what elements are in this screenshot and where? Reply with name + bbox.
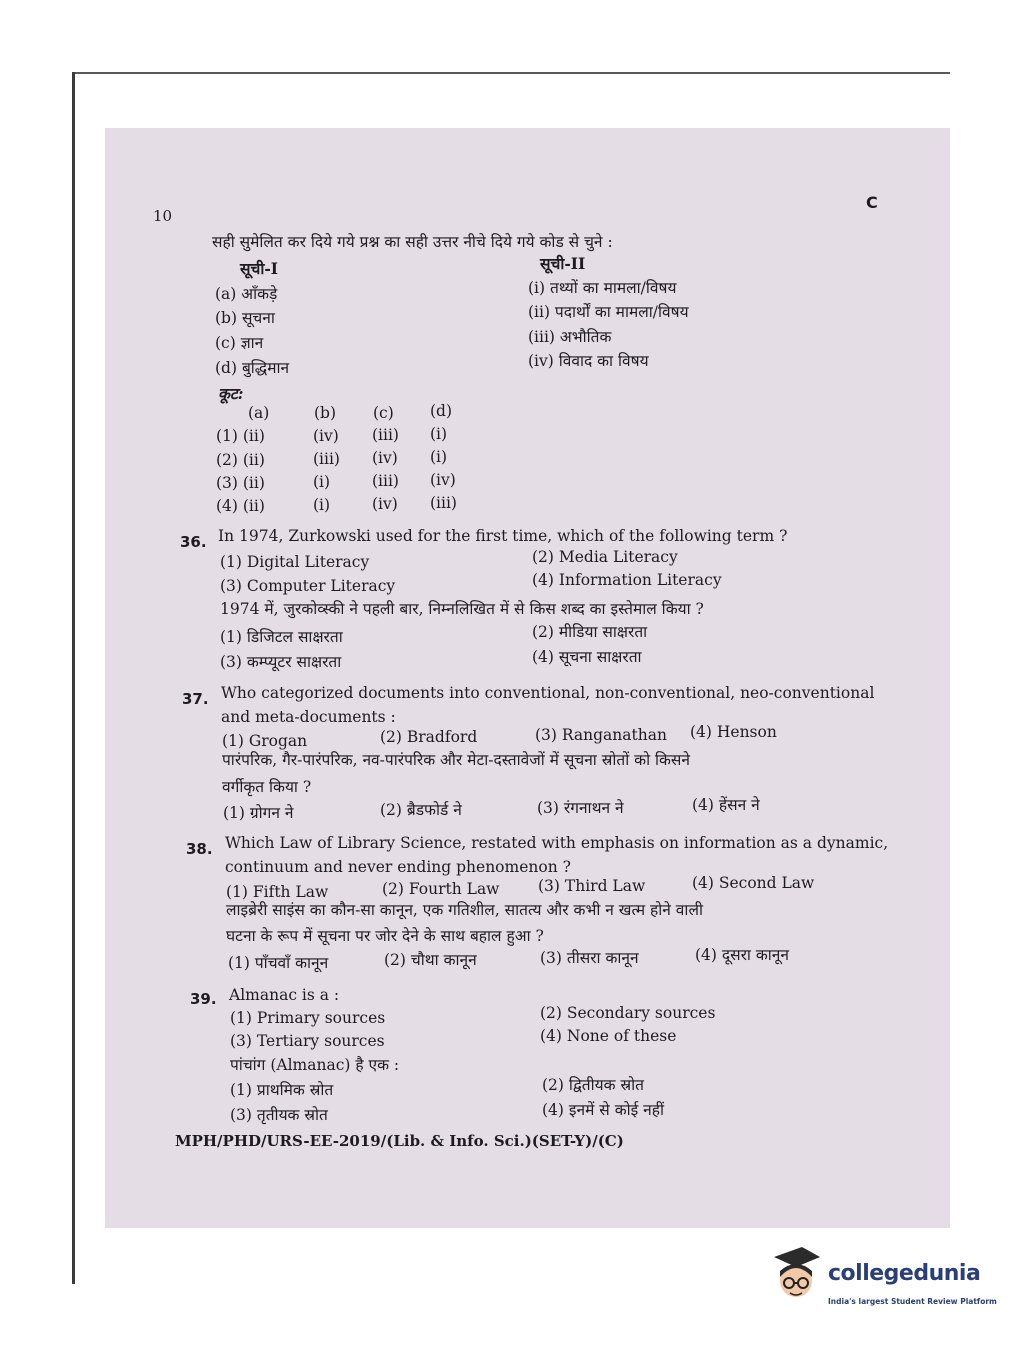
q35-code-cell: (iii) bbox=[372, 426, 399, 444]
q35-code-cell: (1) (ii) bbox=[216, 427, 265, 445]
page-number: 10 bbox=[153, 207, 173, 225]
q38-text-en: continuum and never ending phenomenon ? bbox=[225, 858, 571, 876]
q37-option-hi: (4) हेंसन ने bbox=[692, 796, 760, 814]
q39-option-en: (3) Tertiary sources bbox=[230, 1032, 385, 1050]
q39-option-hi: (4) इनमें से कोई नहीं bbox=[542, 1101, 665, 1119]
q39-option-en: (4) None of these bbox=[540, 1027, 677, 1045]
q37-option-hi: (2) ब्रैडफोर्ड ने bbox=[380, 801, 462, 819]
q38-option-hi: (3) तीसरा कानून bbox=[540, 949, 639, 967]
q37-text-en: and meta-documents : bbox=[221, 708, 396, 726]
q35-list1-item: (c) ज्ञान bbox=[215, 334, 264, 352]
q35-list2-header: सूची-II bbox=[540, 254, 586, 273]
q35-code-cell: (4) (ii) bbox=[216, 497, 265, 515]
q38-option-en: (2) Fourth Law bbox=[382, 880, 500, 898]
q37-option-en: (3) Ranganathan bbox=[535, 726, 667, 744]
q38-option-hi: (2) चौथा कानून bbox=[384, 951, 477, 969]
mascot-icon bbox=[768, 1245, 824, 1315]
q38-option-hi: (4) दूसरा कानून bbox=[695, 946, 789, 964]
q35-code-cell: (iv) bbox=[372, 449, 398, 467]
q35-code-header: (d) bbox=[430, 402, 453, 420]
q36-option-en: (4) Information Literacy bbox=[532, 571, 722, 589]
q35-list1-item: (a) आँकड़े bbox=[215, 285, 278, 303]
q35-list2-item: (iv) विवाद का विषय bbox=[528, 352, 649, 370]
brand-logo[interactable] bbox=[768, 1245, 998, 1315]
q37-text-hi: वर्गीकृत किया ? bbox=[222, 778, 312, 796]
q37-option-hi: (1) ग्रोगन ने bbox=[223, 804, 294, 822]
paper-code-footer: MPH/PHD/URS-EE-2019/(Lib. & Info. Sci.)(SET-Y)/(C) bbox=[175, 1132, 624, 1150]
q36-option-hi: (4) सूचना साक्षरता bbox=[532, 648, 642, 666]
q35-codes-label: कूट: bbox=[218, 384, 244, 403]
q35-code-cell: (iv) bbox=[313, 427, 339, 445]
q37-text-hi: पारंपरिक, गैर-पारंपरिक, नव-पारंपरिक और मेटा-दस्तावेजों में सूचना स्रोतों को किसने bbox=[222, 751, 691, 769]
q36-text-hi: 1974 में, जुरकोव्स्की ने पहली बार, निम्नलिखित में से किस शब्द का इस्तेमाल किया ? bbox=[220, 600, 704, 618]
q39-option-hi: (3) तृतीयक स्रोत bbox=[230, 1106, 328, 1124]
q37-text-en: Who categorized documents into conventional, non-conventional, neo-conventional bbox=[221, 684, 875, 702]
question-number: 37. bbox=[182, 690, 209, 708]
q39-option-en: (2) Secondary sources bbox=[540, 1004, 716, 1022]
brand-name: collegedunia bbox=[828, 1261, 981, 1286]
q35-code-header: (c) bbox=[373, 404, 394, 422]
q38-option-en: (3) Third Law bbox=[538, 877, 646, 895]
q37-option-en: (4) Henson bbox=[690, 723, 777, 741]
scan-edge-left bbox=[72, 72, 75, 1284]
q38-text-hi: लाइब्रेरी साइंस का कौन-सा कानून, एक गतिशील, सातत्य और कभी न खत्म होने वाली bbox=[226, 901, 703, 919]
q35-list2-item: (i) तथ्यों का मामला/विषय bbox=[528, 279, 677, 297]
scan-edge-top bbox=[75, 72, 950, 74]
q36-option-en: (2) Media Literacy bbox=[532, 548, 678, 566]
q35-list1-header: सूची-I bbox=[240, 259, 279, 278]
q37-option-en: (1) Grogan bbox=[222, 732, 308, 750]
q35-code-cell: (iii) bbox=[313, 450, 340, 468]
q35-code-cell: (i) bbox=[430, 425, 448, 443]
q39-option-hi: (2) द्वितीयक स्रोत bbox=[542, 1076, 644, 1094]
q38-text-en: Which Law of Library Science, restated with emphasis on information as a dynamic, bbox=[225, 834, 889, 852]
q36-option-hi: (1) डिजिटल साक्षरता bbox=[220, 628, 343, 646]
q38-option-en: (4) Second Law bbox=[692, 874, 815, 892]
question-number: 36. bbox=[180, 533, 207, 551]
q39-option-hi: (1) प्राथमिक स्रोत bbox=[230, 1081, 334, 1099]
q38-option-en: (1) Fifth Law bbox=[226, 883, 329, 901]
set-letter: C bbox=[866, 193, 878, 212]
brand-tagline: India's largest Student Review Platform bbox=[828, 1297, 997, 1306]
q39-text-hi: पांचांग (Almanac) है एक : bbox=[230, 1056, 400, 1074]
q35-code-cell: (i) bbox=[313, 496, 331, 514]
q35-code-cell: (iv) bbox=[372, 495, 398, 513]
question-number: 39. bbox=[190, 990, 217, 1008]
q35-code-header: (b) bbox=[314, 404, 337, 422]
q38-option-hi: (1) पाँचवाँ कानून bbox=[228, 954, 329, 972]
q35-list2-item: (iii) अभौतिक bbox=[528, 328, 612, 346]
q35-list1-item: (d) बुद्धिमान bbox=[215, 359, 290, 377]
q35-code-cell: (iii) bbox=[372, 472, 399, 490]
q39-text-en: Almanac is a : bbox=[229, 986, 340, 1004]
q35-code-cell: (iv) bbox=[430, 471, 456, 489]
q35-list1-item: (b) सूचना bbox=[215, 309, 275, 327]
q37-option-en: (2) Bradford bbox=[380, 728, 478, 746]
q36-option-hi: (2) मीडिया साक्षरता bbox=[532, 623, 648, 641]
q36-text-en: In 1974, Zurkowski used for the first time, which of the following term ? bbox=[218, 527, 788, 545]
q35-instruction: सही सुमेलित कर दिये गये प्रश्न का सही उत्तर नीचे दिये गये कोड से चुने : bbox=[212, 233, 613, 251]
question-number: 38. bbox=[186, 840, 213, 858]
q36-option-en: (3) Computer Literacy bbox=[220, 577, 396, 595]
q35-code-header: (a) bbox=[248, 404, 270, 422]
q35-code-cell: (i) bbox=[313, 473, 331, 491]
q37-option-hi: (3) रंगनाथन ने bbox=[537, 799, 624, 817]
q35-list2-item: (ii) पदार्थों का मामला/विषय bbox=[528, 303, 689, 321]
q38-text-hi: घटना के रूप में सूचना पर जोर देने के साथ बहाल हुआ ? bbox=[226, 927, 544, 945]
q35-code-cell: (iii) bbox=[430, 494, 457, 512]
q35-code-cell: (2) (ii) bbox=[216, 451, 265, 469]
q35-code-cell: (i) bbox=[430, 448, 448, 466]
q35-code-cell: (3) (ii) bbox=[216, 474, 265, 492]
q36-option-en: (1) Digital Literacy bbox=[220, 553, 370, 571]
q39-option-en: (1) Primary sources bbox=[230, 1009, 386, 1027]
q36-option-hi: (3) कम्प्यूटर साक्षरता bbox=[220, 653, 342, 671]
